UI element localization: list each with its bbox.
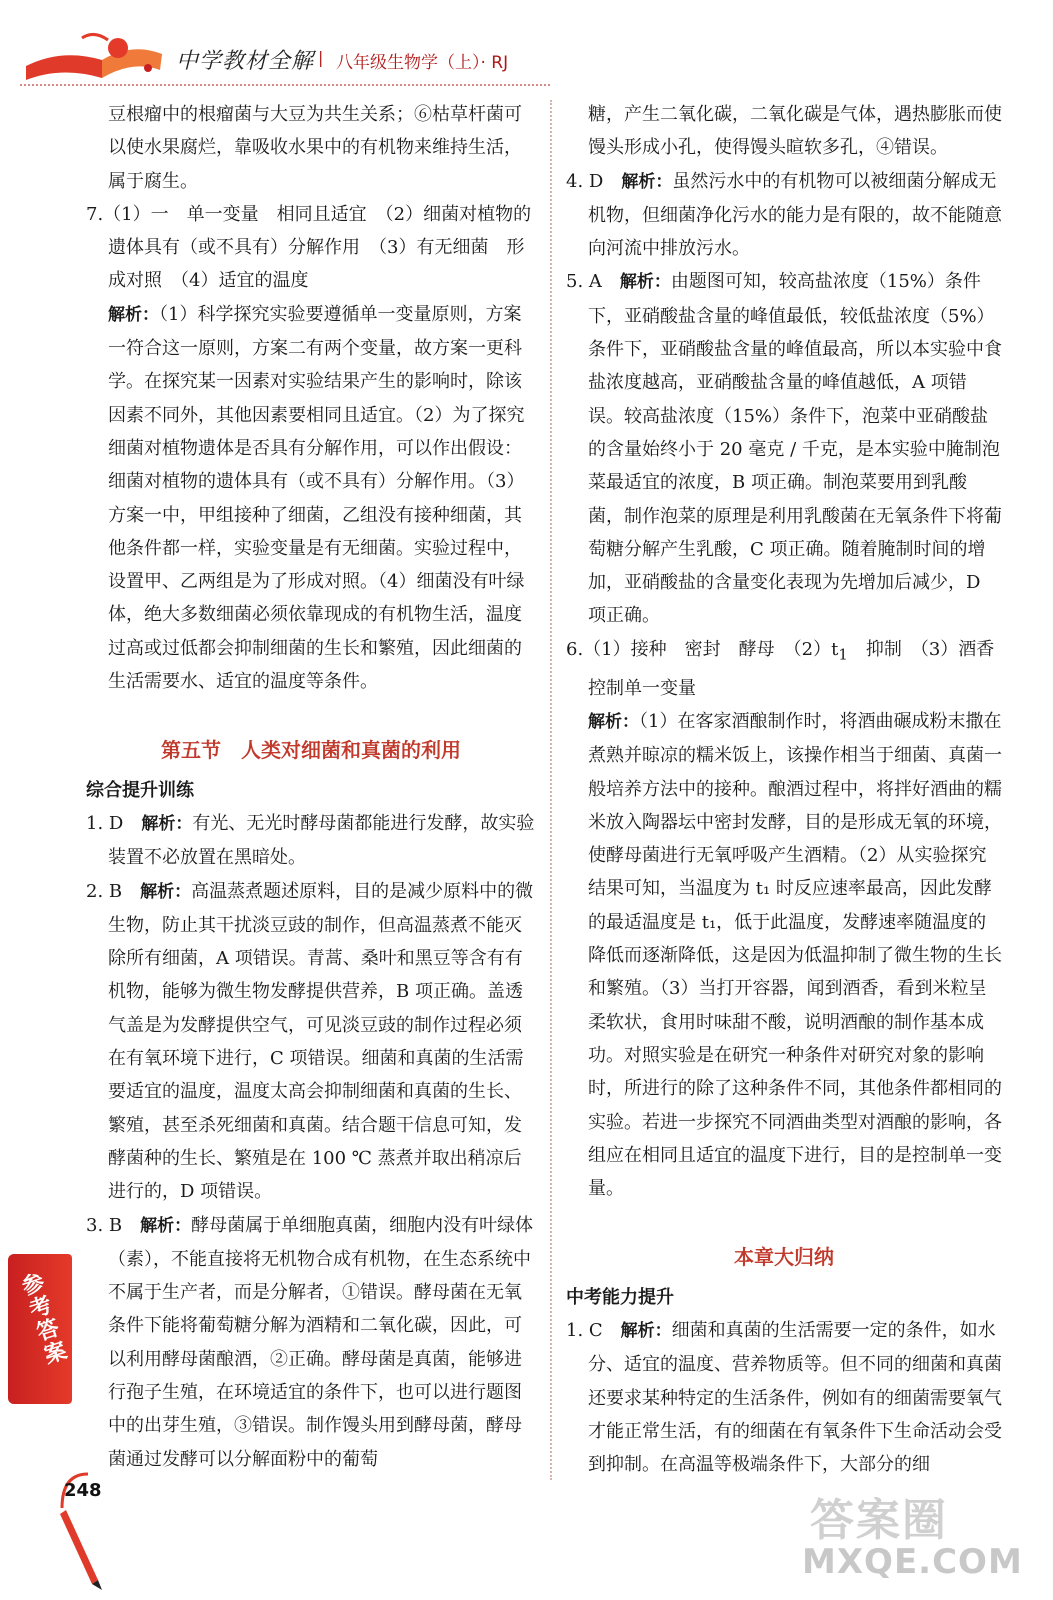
side-tab-label: 参考答案 <box>15 1269 70 1369</box>
paragraph-continuation: 豆根瘤中的根瘤菌与大豆为共生关系；⑥枯草杆菌可以使水果腐烂，靠吸收水果中的有机物来维持生活，属于腐生。 <box>108 104 522 192</box>
header-rule <box>20 84 550 86</box>
analysis-text: （1）在客家酒酿制作时，将酒曲碾成粉末撒在煮熟并晾凉的糯米饭上，该操作相当于细菌、真菌一般培养方法中的接种。酿酒过程中，将拌好酒曲的糯米放入陶器坛中密封发酵，目的是形成无氧的环境，使酵母菌进行无氧呼吸产生酒精。（2）从实验探究结果可知，当温度为 t₁ 时反应速率最高，因此发酵的最适温度是 t₁，低于此温度，发酵速率随温度的降低而逐渐降低，这是因为低温抑制了微生物的生长和繁殖。（3）当打开容器，闻到酒香，看到米粒呈柔软状，食用时味甜不酸，说明酒酿的制作基本成功。对照实验是在研究一种条件对研究对象的影响时，所进行的除了这种条件不同，其他条件都相同的实验。若进一步探究不同酒曲类型对酒酿的影响，各组应在相同且适宜的温度下进行，目的是控制单一变量。 <box>588 710 1002 1200</box>
answer-q4 <box>566 165 1002 266</box>
analysis-label: 解析： <box>140 881 192 902</box>
reference-answers-tab <box>8 1254 72 1404</box>
page-header <box>0 0 1053 90</box>
analysis-text: 细菌和真菌的生活需要一定的条件，如水分、适宜的温度、营养物质等。但不同的细菌和真菌还要求某种特定的生活条件，例如有的细菌需要氧气才能正常生活，有的细菌在有氧条件下生命活动会受到抑制。在高温等极端条件下，大部分的细 <box>588 1319 1002 1476</box>
right-column <box>566 98 1013 1481</box>
answer-q2 <box>86 875 536 1209</box>
subheading: 综合提升训练 <box>86 779 194 801</box>
book-logo-icon <box>22 30 170 86</box>
book-subtitle: 八年级生物学（上）· RJ <box>336 53 509 73</box>
analysis-text: 有光、无光时酵母菌都能进行发酵，故实验装置不必放置在黑暗处。 <box>108 812 535 869</box>
analysis-text: 由题图可知，较高盐浓度（15%）条件下，亚硝酸盐含量的峰值最低，较低盐浓度（5%）条件下，亚硝酸盐含量的峰值最高，所以本实验中食盐浓度越高，亚硝酸盐含量的峰值越低，A 项错误。较高盐浓度（15%）条件下，泡菜中亚硝酸盐的含量始终小于 20 毫克 / 千克，是本实验中腌制泡菜最适宜的浓度，B 项正确。制泡菜要用到乳酸菌，制作泡菜的原理是利用乳酸菌在无氧条件下将葡萄糖分解产生乳酸，C 项正确。随着腌制时间的增加，亚硝酸盐的含量变化表现为先增加后减少，D 项正确。 <box>588 271 1002 627</box>
column-divider <box>550 100 552 1480</box>
page-number: 248 <box>64 1480 102 1501</box>
analysis-text: 虽然污水中的有机物可以被细菌分解成无机物，但细菌净化污水的能力是有限的，故不能随意向河流中排放污水。 <box>588 170 1002 260</box>
analysis-label: 解析： <box>108 304 159 325</box>
section-title: 第五节 人类对细菌和真菌的利用 <box>161 738 461 763</box>
analysis-text: 高温蒸煮题述原料，目的是减少原料中的微生物，防止其干扰淡豆豉的制作，但高温蒸煮不能灭除所有细菌，A 项错误。青蒿、桑叶和黑豆等含有有机物，能够为微生物发酵提供营养，B 项正确。盖透气盖是为发酵提供空气，可见淡豆豉的制作过程必须在有氧环境下进行，C 项错误。细菌和真菌的生活需要适宜的温度，温度太高会抑制细菌和真菌的生长、繁殖，甚至杀死细菌和真菌。结合题干信息可知，发酵菌种的生长、繁殖是在 100 ℃ 蒸煮并取出稍凉后进行的，D 项错误。 <box>108 880 534 1203</box>
answer-q5 <box>566 265 1002 632</box>
answer-q1 <box>86 807 536 875</box>
analysis-text: （1）科学探究实验要遵循单一变量原则，方案一符合这一原则，方案二有两个变量，故方案一更科学。在探究某一因素对实验结果产生的影响时，除该因素不同外，其他因素要相同且适宜。（2）为了探究细菌对植物遗体是否具有分解作用，可以作出假设：细菌对植物的遗体具有（或不具有）分解作用。（3）方案一中，甲组接种了细菌，乙组没有接种细菌，其他条件都一样，实验变量是有无细菌。实验过程中，设置甲、乙两组是为了形成对照。（4）细菌没有叶绿体，绝大多数细菌必须依靠现成的有机物生活，温度过高或过低都会抑制细菌的生长和繁殖，因此细菌的生活需要水、适宜的温度等条件。 <box>108 303 525 693</box>
analysis-label: 解析： <box>588 711 639 732</box>
answer-number: 4. D <box>566 170 622 192</box>
answer-number: 1. D <box>86 812 142 834</box>
answer-number: 3. B <box>86 1214 141 1236</box>
analysis-label: 解析： <box>140 1215 192 1236</box>
analysis-text: 酵母菌属于单细胞真菌，细胞内没有叶绿体（素），不能直接将无机物合成有机物，在生态系统中不属于生产者，而是分解者，①错误。酵母菌在无氧条件下能将葡萄糖分解为酒精和二氧化碳，因此，可以利用酵母菌酿酒，②正确。酵母菌是真菌，能够进行孢子生殖，在环境适宜的条件下，也可以进行题图中的出芽生殖，③错误。制作馒头用到酵母菌，酵母菌通过发酵可以分解面粉中的葡萄 <box>108 1214 534 1470</box>
analysis-label: 解析： <box>620 1320 672 1341</box>
section-title: 本章大归纳 <box>734 1245 834 1270</box>
analysis-label: 解析： <box>141 813 193 834</box>
answer-q3 <box>86 1209 536 1476</box>
analysis-label: 解析： <box>621 171 673 192</box>
analysis-q7 <box>86 298 536 699</box>
subheading: 中考能力提升 <box>566 1286 674 1308</box>
answer-number: 2. B <box>86 880 141 902</box>
watermark-domain: MXQE.COM <box>802 1542 1023 1582</box>
answer-q7: 7.（1）一 单一变量 相同且适宜 （2）细菌对植物的遗体具有（或不具有）分解作用 （3）有无细菌 形成对照 （4）适宜的温度 <box>86 203 532 292</box>
paragraph-continuation: 糖，产生二氧化碳，二氧化碳是气体，遇热膨胀而使馒头形成小孔，使得馒头暄软多孔，④错误。 <box>588 104 1002 159</box>
answer-number: 5. A <box>566 271 620 293</box>
left-column <box>86 98 536 1476</box>
answer-number: 1. C <box>566 1319 621 1341</box>
site-watermark <box>800 1484 1040 1588</box>
answer-q1 <box>566 1314 1002 1481</box>
header-separator: | <box>318 48 324 67</box>
analysis-label: 解析： <box>619 272 671 293</box>
brand-title: 中学教材全解 <box>176 49 315 74</box>
answer-q6: 6.（1）接种 密封 酵母 $(2)t_1$ 抑制 （3）酒香 控制单一变量 <box>566 638 1013 699</box>
analysis-q6 <box>566 705 1002 1205</box>
watermark-logo-text: 答案圈 <box>810 1495 948 1546</box>
